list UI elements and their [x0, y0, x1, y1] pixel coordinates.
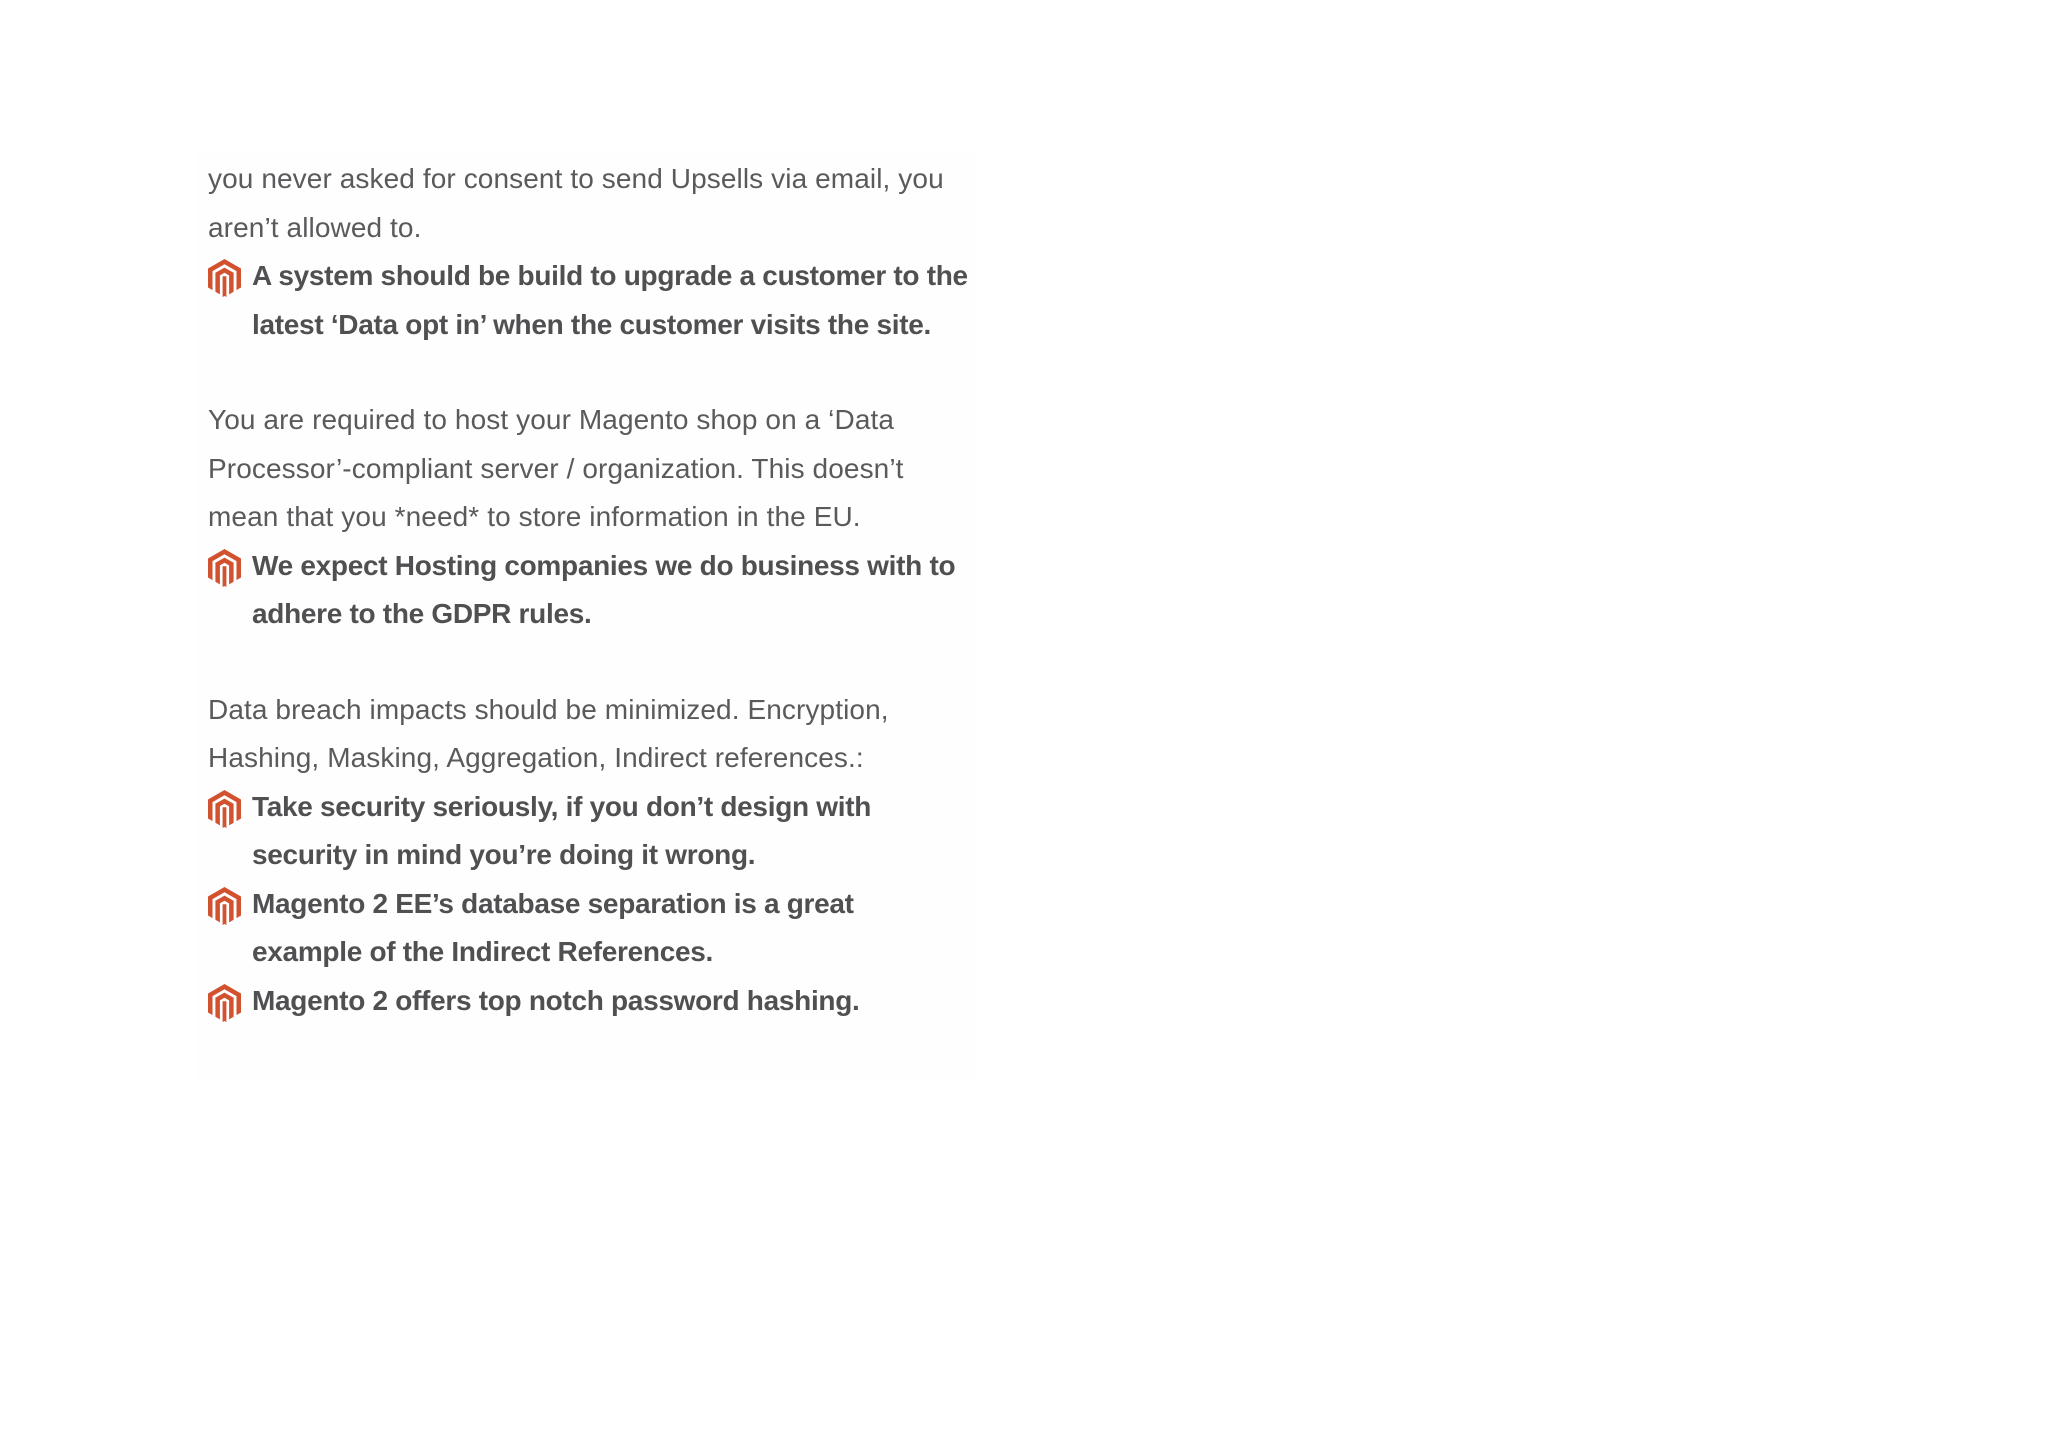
- document-content: [208, 155, 968, 1025]
- bullet-item: [208, 542, 968, 639]
- section-paragraph-2: You are required to host your Magento shop on a ‘Data Processor’-compliant server / organization. This doesn’t mean that you *need* to store information in the EU.: [208, 404, 904, 532]
- bullet-text: Take security seriously, if you don’t design with security in mind you’re doing it wrong.: [252, 790, 872, 870]
- bullet-list-2: [208, 542, 968, 639]
- magento-logo-icon: [208, 790, 241, 828]
- bullet-item: [208, 880, 968, 977]
- bullet-item: [208, 977, 968, 1026]
- bullet-text: Magento 2 offers top notch password hashing.: [252, 984, 860, 1016]
- intro-continuation: you never asked for consent to send Upsells via email, you aren’t allowed to.: [208, 163, 944, 243]
- bullet-text: We expect Hosting companies we do business with to adhere to the GDPR rules.: [252, 549, 956, 629]
- magento-logo-icon: [208, 259, 241, 297]
- magento-logo-icon: [208, 549, 241, 587]
- bullet-list-1: [208, 252, 968, 349]
- bullet-text: A system should be build to upgrade a customer to the latest ‘Data opt in’ when the customer visits the site.: [252, 260, 968, 340]
- magento-logo-icon: [208, 984, 241, 1022]
- magento-logo-icon: [208, 887, 241, 925]
- bullet-item: [208, 783, 968, 880]
- bullet-list-3: [208, 783, 968, 1026]
- bullet-text: Magento 2 EE’s database separation is a great example of the Indirect References.: [252, 887, 854, 967]
- bullet-item: [208, 252, 968, 349]
- section-paragraph-3: Data breach impacts should be minimized. Encryption, Hashing, Masking, Aggregation, Indirect references.:: [208, 693, 889, 773]
